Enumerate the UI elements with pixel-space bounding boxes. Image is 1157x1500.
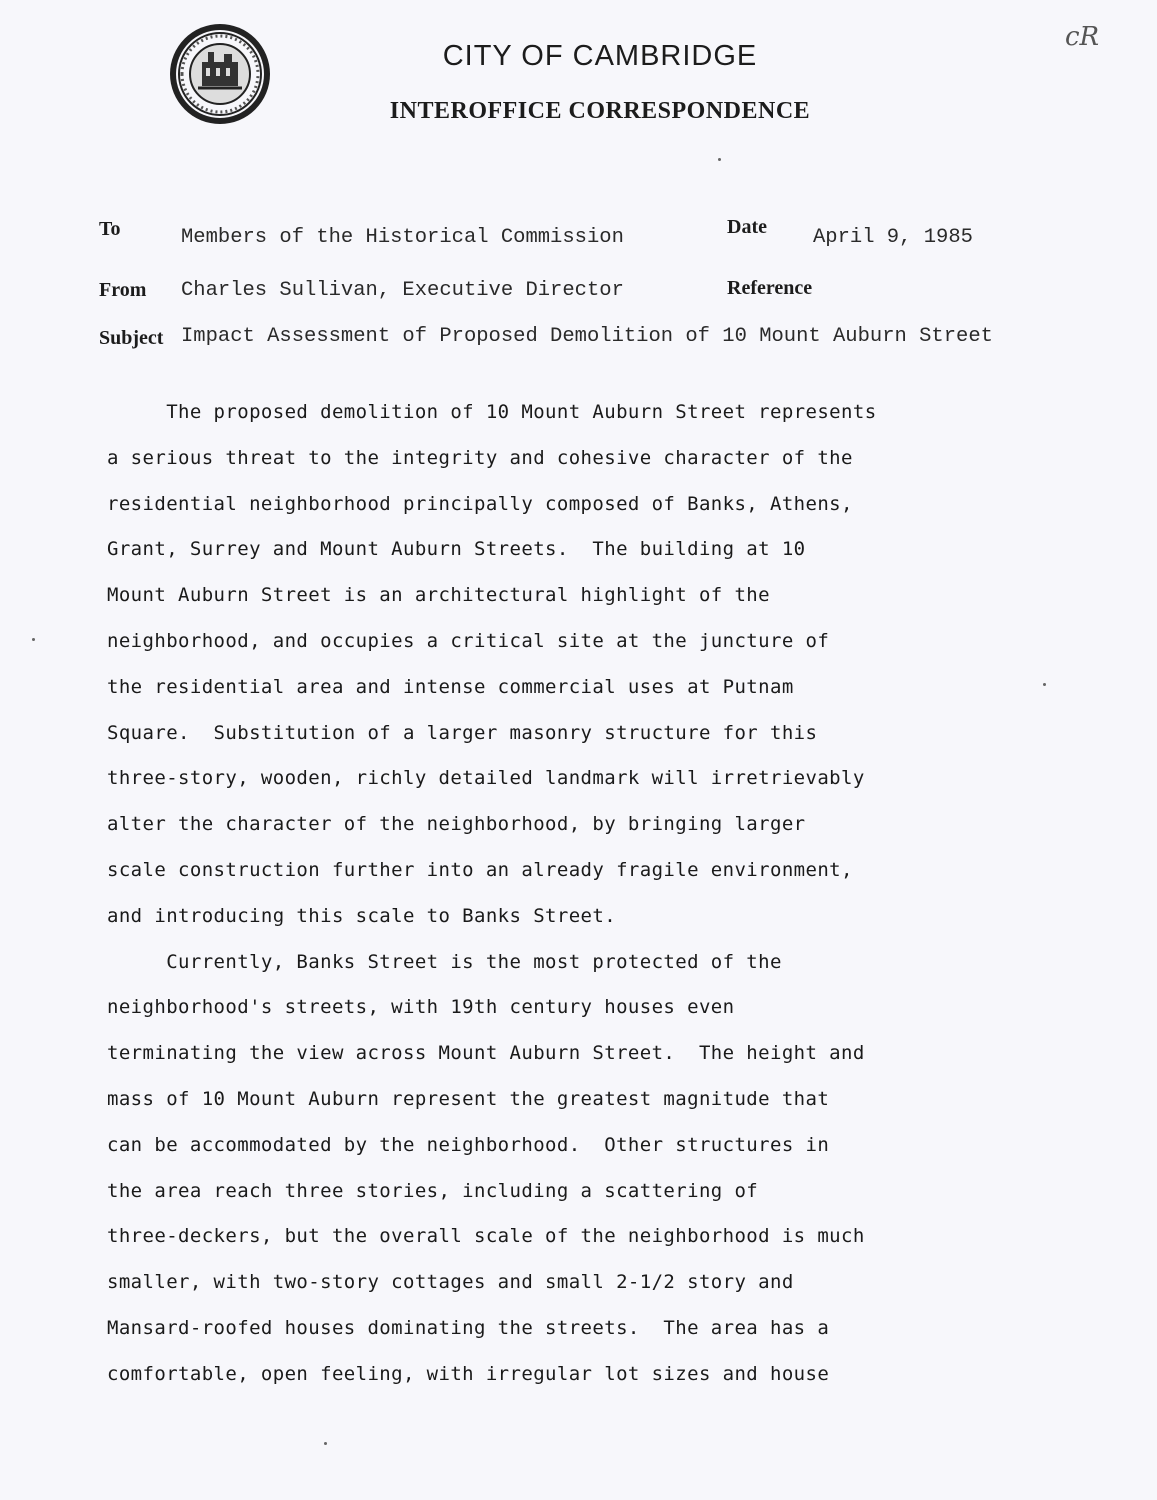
body-line: scale construction further into an already fragile environment, xyxy=(107,858,853,881)
body-line: mass of 10 Mount Auburn represent the greatest magnitude that xyxy=(107,1087,830,1110)
body-line: terminating the view across Mount Auburn Street. The height and xyxy=(107,1042,865,1065)
body-line: alter the character of the neighborhood, by bringing larger xyxy=(107,813,806,836)
to-value: Members of the Historical Commission xyxy=(181,226,624,249)
scan-speck xyxy=(324,1442,327,1445)
body-line: three-deckers, but the overall scale of the neighborhood is much xyxy=(107,1225,865,1248)
body-line: a serious threat to the integrity and cohesive character of the xyxy=(107,446,853,469)
body-line: neighborhood's streets, with 19th century houses even xyxy=(107,996,735,1019)
date-label: Date xyxy=(727,216,767,238)
handwritten-initials: cR xyxy=(1065,22,1100,52)
body-line: comfortable, open feeling, with irregular lot sizes and house xyxy=(107,1362,830,1385)
from-label: From xyxy=(99,279,147,301)
to-label: To xyxy=(99,218,121,240)
document-type-heading: INTEROFFICE CORRESPONDENCE xyxy=(389,98,811,124)
body-line: Mount Auburn Street is an architectural highlight of the xyxy=(107,584,770,607)
body-line: and introducing this scale to Banks Street. xyxy=(107,904,617,927)
scan-speck xyxy=(1043,683,1046,686)
body-line: Grant, Surrey and Mount Auburn Streets. The building at 10 xyxy=(107,538,806,561)
reference-label: Reference xyxy=(727,277,813,299)
subject-value: Impact Assessment of Proposed Demolition of 10 Mount Auburn Street xyxy=(181,325,993,348)
city-seal-logo xyxy=(168,22,272,126)
body-line: The proposed demolition of 10 Mount Auburn Street represents xyxy=(107,401,877,423)
from-value: Charles Sullivan, Executive Director xyxy=(181,279,624,302)
scan-speck xyxy=(32,638,35,641)
date-value: April 9, 1985 xyxy=(813,226,973,249)
body-line: Mansard-roofed houses dominating the streets. The area has a xyxy=(107,1316,830,1339)
body-line: smaller, with two-story cottages and small 2-1/2 story and xyxy=(107,1271,794,1294)
subject-label: Subject xyxy=(99,327,164,349)
scan-speck xyxy=(718,158,721,161)
organization-title: CITY OF CAMBRIDGE xyxy=(442,40,758,72)
body-line: neighborhood, and occupies a critical site at the juncture of xyxy=(107,629,830,652)
body-line: residential neighborhood principally composed of Banks, Athens, xyxy=(107,492,853,515)
body-line: the residential area and intense commercial uses at Putnam xyxy=(107,675,794,698)
body-line: Currently, Banks Street is the most protected of the xyxy=(107,950,782,973)
body-line: the area reach three stories, including a scattering of xyxy=(107,1179,759,1202)
body-line: can be accommodated by the neighborhood. Other structures in xyxy=(107,1133,830,1156)
memo-body xyxy=(107,390,1007,1398)
body-line: Square. Substitution of a larger masonry structure for this xyxy=(107,721,818,744)
body-line: three-story, wooden, richly detailed landmark will irretrievably xyxy=(107,767,865,790)
